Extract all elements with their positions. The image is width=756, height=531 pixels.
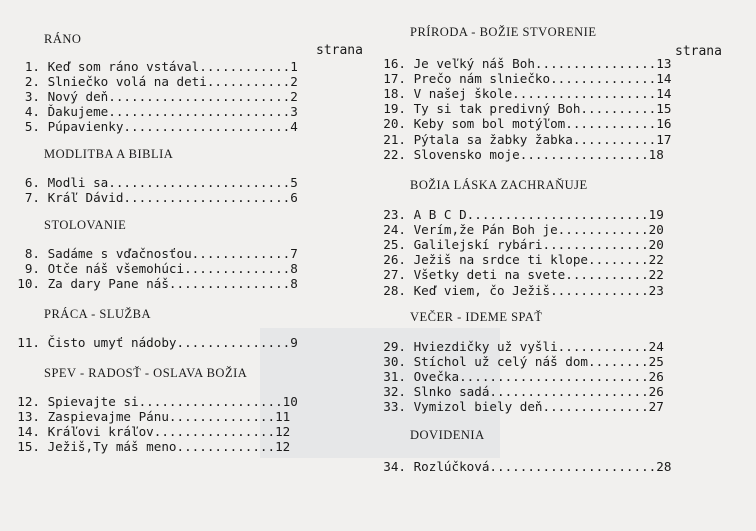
entry-leader-dots: ................... <box>512 86 657 102</box>
entry-title: Kráľ Dávid <box>47 190 124 206</box>
toc-entry <box>372 222 664 237</box>
toc-entry <box>372 132 671 147</box>
section-heading: RÁNO <box>44 32 82 46</box>
page-column-label: strana <box>675 44 722 59</box>
entry-number: 9. <box>24 261 40 277</box>
entry-number: 27. <box>383 267 406 283</box>
toc-entry <box>372 283 664 298</box>
toc-entry <box>372 252 664 267</box>
toc-entry <box>0 276 298 291</box>
toc-entry <box>372 384 664 399</box>
entry-page-number: 8 <box>290 276 298 292</box>
entry-title: Pýtala sa žabky žabka <box>413 131 573 147</box>
entry-page-number: 20 <box>648 237 664 253</box>
entry-leader-dots: ...................... <box>123 119 291 135</box>
page-column-label: strana <box>316 43 363 58</box>
entry-leader-dots: ................... <box>138 394 283 409</box>
entry-number: 32. <box>383 384 406 400</box>
entry-leader-dots: .............. <box>550 71 657 87</box>
toc-entry <box>372 354 664 369</box>
entry-number: 33. <box>383 399 406 415</box>
entry-title: Keď som ráno vstával <box>47 59 200 74</box>
entry-leader-dots: ........................ <box>108 104 291 120</box>
toc-entry <box>0 409 290 424</box>
entry-leader-dots: ............. <box>176 439 276 455</box>
entry-leader-dots: .............. <box>184 261 291 277</box>
entry-page-number: 19 <box>648 207 664 222</box>
entry-number: 4. <box>24 104 40 120</box>
entry-number: 22. <box>383 146 406 162</box>
entry-page-number: 14 <box>656 86 672 102</box>
entry-page-number: 12 <box>275 439 291 455</box>
entry-title: Púpavienky <box>47 119 124 135</box>
entry-page-number: 2 <box>290 74 298 90</box>
toc-entry <box>0 394 298 409</box>
entry-number: 2. <box>24 74 40 90</box>
entry-page-number: 25 <box>648 354 664 370</box>
entry-leader-dots: ................ <box>534 56 657 71</box>
entry-title: Stíchol už celý náš dom <box>413 354 588 370</box>
toc-entry <box>0 74 298 89</box>
toc-entry <box>372 237 664 252</box>
entry-number: 3. <box>24 89 40 105</box>
entry-title: Spievajte si <box>47 394 139 409</box>
entry-page-number: 28 <box>656 459 672 474</box>
entry-title: Prečo nám slniečko <box>413 71 551 87</box>
entry-title: Všetky deti na svete <box>413 267 566 283</box>
entry-title: Galilejskí rybári <box>413 237 543 253</box>
entry-leader-dots: .............. <box>542 237 649 253</box>
entry-page-number: 14 <box>656 71 672 87</box>
entry-leader-dots: ........... <box>572 131 657 147</box>
toc-entry <box>0 335 298 350</box>
entry-number: 1. <box>24 59 40 74</box>
entry-leader-dots: ...................... <box>123 190 291 206</box>
toc-entry <box>0 190 298 205</box>
entry-number: 14. <box>17 424 40 440</box>
entry-number: 13. <box>17 409 40 425</box>
entry-page-number: 24 <box>648 339 664 354</box>
entry-number: 15. <box>17 439 40 455</box>
entry-number: 29. <box>383 339 406 354</box>
entry-page-number: 26 <box>648 369 664 385</box>
entry-title: Keď viem, čo Ježiš <box>413 282 551 298</box>
entry-title: Hviezdičky už vyšli <box>413 339 558 354</box>
section-heading: PRÁCA - SLUŽBA <box>44 307 152 321</box>
entry-title: Rozlúčková <box>413 459 490 474</box>
entry-leader-dots: .......... <box>580 101 657 117</box>
entry-leader-dots: ........ <box>587 252 649 268</box>
entry-number: 26. <box>383 252 406 268</box>
entry-number: 5. <box>24 119 40 135</box>
entry-number: 24. <box>383 222 406 238</box>
entry-title: V našej škole <box>413 86 513 102</box>
entry-number: 6. <box>24 175 40 190</box>
entry-number: 28. <box>383 282 406 298</box>
entry-title: A B C D <box>413 207 467 222</box>
toc-entry <box>372 207 664 222</box>
section-heading: MODLITBA A BIBLIA <box>44 147 174 161</box>
entry-page-number: 11 <box>275 409 291 425</box>
toc-entry <box>372 116 671 131</box>
entry-number: 20. <box>383 116 406 132</box>
entry-leader-dots: ........................ <box>108 89 291 105</box>
entry-title: Za dary Pane náš <box>47 276 169 292</box>
entry-leader-dots: ............ <box>199 59 291 74</box>
entry-page-number: 15 <box>656 101 672 117</box>
entry-page-number: 6 <box>290 190 298 206</box>
entry-title: Ty si tak predivný Boh <box>413 101 581 117</box>
entry-leader-dots: ........ <box>587 354 649 370</box>
toc-entry <box>372 267 664 282</box>
entry-title: Slnko sadá <box>413 384 490 400</box>
entry-page-number: 4 <box>290 119 298 135</box>
toc-entry <box>0 439 290 454</box>
entry-page-number: 23 <box>648 282 664 298</box>
entry-number: 11. <box>17 335 40 350</box>
entry-title: Otče náš všemohúci <box>47 261 185 277</box>
entry-number: 30. <box>383 354 406 370</box>
entry-leader-dots: ............. <box>191 246 291 261</box>
entry-number: 34. <box>383 459 406 474</box>
entry-title: Slovensko moje <box>413 146 520 162</box>
entry-leader-dots: ............... <box>176 335 291 350</box>
toc-entry <box>0 89 298 104</box>
entry-page-number: 9 <box>290 335 298 350</box>
entry-leader-dots: ............. <box>550 282 649 298</box>
entry-leader-dots: ............ <box>557 222 649 238</box>
entry-number: 31. <box>383 369 406 385</box>
entry-page-number: 13 <box>656 56 672 71</box>
entry-title: Modli sa <box>47 175 109 190</box>
entry-leader-dots: ........................ <box>108 175 291 190</box>
section-heading: DOVIDENIA <box>410 428 485 442</box>
toc-entry <box>372 339 664 354</box>
entry-title: Ježiš na srdce ti klope <box>413 252 588 268</box>
entry-page-number: 10 <box>282 394 298 409</box>
entry-number: 12. <box>17 394 40 409</box>
entry-page-number: 18 <box>648 146 664 162</box>
entry-title: Sadáme s vďačnosťou <box>47 246 192 261</box>
entry-page-number: 16 <box>656 116 672 132</box>
entry-page-number: 7 <box>290 246 298 261</box>
entry-leader-dots: .............. <box>168 409 276 425</box>
toc-entry <box>372 459 671 474</box>
toc-entry <box>372 56 671 71</box>
toc-entry <box>372 399 664 414</box>
entry-leader-dots: ........... <box>565 267 649 283</box>
entry-leader-dots: ................ <box>153 424 276 440</box>
entry-number: 16. <box>383 56 406 71</box>
toc-entry <box>0 246 298 261</box>
section-heading: STOLOVANIE <box>44 218 127 232</box>
entry-number: 17. <box>383 71 406 87</box>
entry-page-number: 12 <box>275 424 291 440</box>
section-heading: SPEV - RADOSŤ - OSLAVA BOŽIA <box>44 366 248 380</box>
entry-leader-dots: ..................... <box>489 384 649 400</box>
entry-leader-dots: ............ <box>565 116 657 132</box>
entry-leader-dots: ...................... <box>489 459 657 474</box>
entry-title: Ježiš,Ty máš meno <box>47 439 177 455</box>
entry-number: 21. <box>383 131 406 147</box>
toc-entry <box>0 104 298 119</box>
entry-title: Keby som bol motýľom <box>413 116 566 132</box>
toc-entry <box>0 261 298 276</box>
entry-title: Čisto umyť nádoby <box>47 335 177 350</box>
entry-page-number: 17 <box>656 131 672 147</box>
toc-entry <box>372 147 664 162</box>
toc-entry <box>0 119 298 134</box>
entry-leader-dots: ........................ <box>466 207 649 222</box>
entry-number: 23. <box>383 207 406 222</box>
entry-leader-dots: ......................... <box>459 369 649 385</box>
entry-page-number: 2 <box>290 89 298 105</box>
entry-leader-dots: ................. <box>519 146 649 162</box>
section-heading: VEČER - IDEME SPAŤ <box>410 310 543 324</box>
section-heading: BOŽIA LÁSKA ZACHRAŇUJE <box>410 178 588 192</box>
entry-title: Verím,že Pán Boh je <box>413 222 558 238</box>
entry-number: 25. <box>383 237 406 253</box>
toc-entry <box>372 71 671 86</box>
entry-page-number: 8 <box>290 261 298 277</box>
toc-entry <box>372 101 671 116</box>
entry-number: 8. <box>24 246 40 261</box>
section-heading: PRÍRODA - BOŽIE STVORENIE <box>410 25 597 39</box>
entry-title: Vymizol biely deň <box>413 399 543 415</box>
entry-number: 10. <box>17 276 40 292</box>
entry-number: 7. <box>24 190 40 206</box>
entry-page-number: 22 <box>648 267 664 283</box>
entry-number: 19. <box>383 101 406 117</box>
entry-title: Je veľký náš Boh <box>413 56 535 71</box>
entry-page-number: 22 <box>648 252 664 268</box>
toc-entry <box>0 59 298 74</box>
entry-title: Kráľovi kráľov <box>47 424 154 440</box>
entry-leader-dots: ................ <box>168 276 291 292</box>
toc-entry <box>372 86 671 101</box>
entry-page-number: 1 <box>290 59 298 74</box>
toc-entry <box>0 175 298 190</box>
entry-leader-dots: ........... <box>206 74 291 90</box>
entry-title: Ovečka <box>413 369 460 385</box>
toc-entry <box>0 424 290 439</box>
entry-page-number: 26 <box>648 384 664 400</box>
entry-leader-dots: ............ <box>557 339 649 354</box>
entry-page-number: 3 <box>290 104 298 120</box>
entry-title: Nový deň <box>47 89 109 105</box>
entry-page-number: 5 <box>290 175 298 190</box>
entry-page-number: 27 <box>648 399 664 415</box>
entry-leader-dots: .............. <box>542 399 649 415</box>
entry-title: Zaspievajme Pánu <box>47 409 169 425</box>
entry-title: Ďakujeme <box>47 104 109 120</box>
entry-number: 18. <box>383 86 406 102</box>
entry-title: Slniečko volá na deti <box>47 74 207 90</box>
toc-entry <box>372 369 664 384</box>
entry-page-number: 20 <box>648 222 664 238</box>
